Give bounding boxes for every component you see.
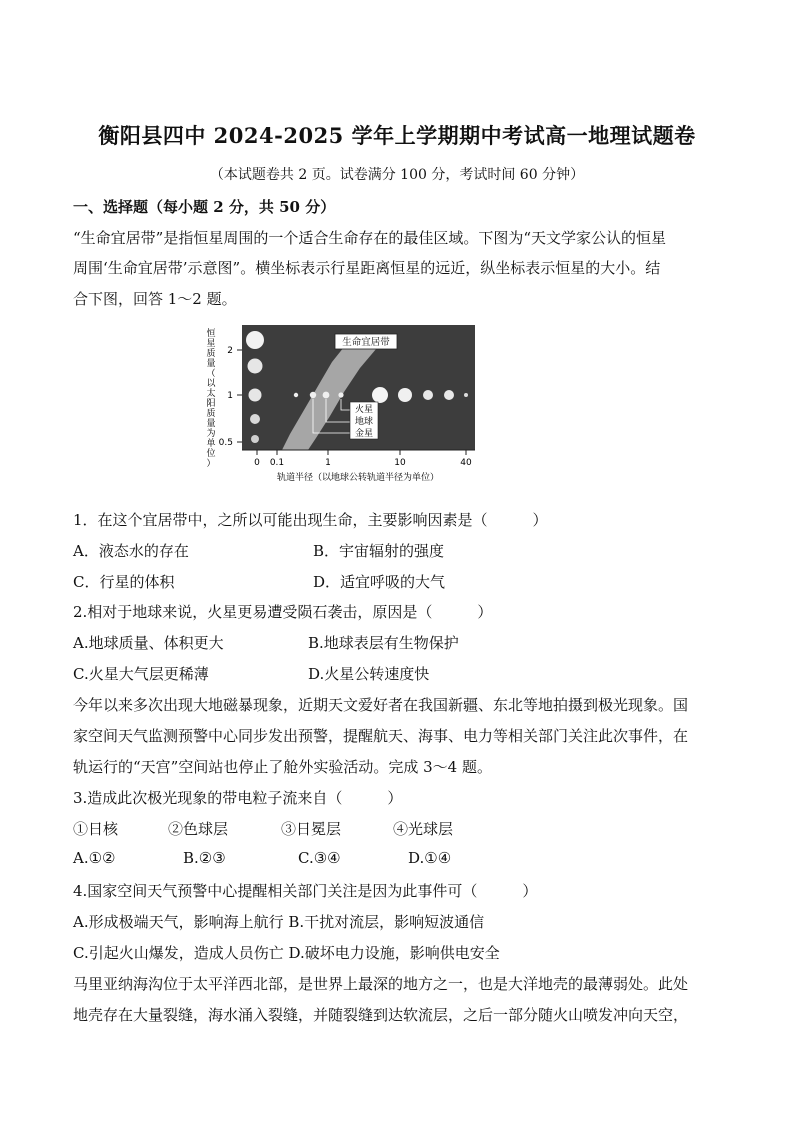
ylabel-char: 位 <box>206 449 216 459</box>
planet-saturn <box>398 388 412 402</box>
x-axis-label: 轨道半径（以地球公转轨道半径为单位） <box>276 473 440 483</box>
planet-label-venus: 金星 <box>354 429 374 439</box>
habitable-zone-diagram <box>200 322 490 492</box>
ylabel-char: 单 <box>206 439 216 449</box>
passage2-line2: 家空间天气监测预警中心同步发出预警，提醒航天、海事、电力等相关部门关注此次事件，在 <box>73 727 689 745</box>
y-tick-label: 1 <box>227 391 233 401</box>
planet-pluto <box>464 393 468 397</box>
x-tick-label: 10 <box>394 458 406 468</box>
ylabel-char: 星 <box>206 339 216 349</box>
ylabel-char: 量 <box>206 359 216 369</box>
planet-earth <box>323 392 330 399</box>
ylabel-char: 为 <box>206 429 216 439</box>
ylabel-char: 太 <box>206 389 216 399</box>
planet-label-mars: 火星 <box>354 405 374 415</box>
planet-label-earth: 地球 <box>354 417 374 427</box>
q3-option-a[interactable]: A.①② <box>73 849 116 867</box>
star-sun <box>249 389 262 402</box>
q3-item-3: ③日冕层 <box>281 820 342 838</box>
planet-mars <box>338 392 343 397</box>
x-tick-label: 40 <box>460 458 472 468</box>
passage1-line2: 周围‘生命宜居带’示意图”。横坐标表示行星距离恒星的远近，纵坐标表示恒星的大小。结 <box>73 259 661 277</box>
star-large <box>246 331 264 349</box>
q2-option-a[interactable]: A.地球质量、体积更大 <box>73 634 224 652</box>
q3-item-2: ②色球层 <box>168 820 229 838</box>
passage1-line1: “生命宜居带”是指恒星周围的一个适合生命存在的最佳区域。下图为“天文学家公认的恒星 <box>73 229 667 247</box>
star <box>250 414 260 424</box>
y-tick-label: 2 <box>227 346 233 356</box>
planet-jupiter <box>372 387 388 403</box>
y-axis-label <box>206 327 216 469</box>
q3-option-b[interactable]: B.②③ <box>183 849 226 867</box>
question-3-stem: 3.造成此次极光现象的带电粒子流来自（ ） <box>73 789 403 807</box>
planet-mercury <box>294 393 298 397</box>
ylabel-char: 恒 <box>206 329 216 339</box>
q3-option-c[interactable]: C.③④ <box>298 849 341 867</box>
q3-item-4: ④光球层 <box>393 820 454 838</box>
q1-option-d[interactable]: D．适宜呼吸的大气 <box>313 573 446 591</box>
planet-uranus <box>423 390 433 400</box>
passage2-line3: 轨运行的“天宫”空间站也停止了舱外实验活动。完成 3～4 题。 <box>73 758 492 776</box>
ylabel-char: 以 <box>206 379 216 389</box>
question-4-stem: 4.国家空间天气预警中心提醒相关部门关注是因为此事件可（ ） <box>73 882 538 900</box>
q4-options-ab[interactable]: A.形成极端天气，影响海上航行 B.干扰对流层，影响短波通信 <box>73 913 485 931</box>
question-2-stem: 2.相对于地球来说，火星更易遭受陨石袭击，原因是（ ） <box>73 603 493 621</box>
ylabel-char: （ <box>206 369 216 379</box>
ylabel-char: 质 <box>206 349 216 359</box>
q3-option-d[interactable]: D.①④ <box>408 849 452 867</box>
q4-options-cd[interactable]: C.引起火山爆发，造成人员伤亡 D.破坏电力设施，影响供电安全 <box>73 944 500 962</box>
x-tick-label: 0.1 <box>269 458 285 468</box>
exam-title: 衡阳县四中 2024-2025 学年上学期期中考试高一地理试题卷 <box>98 123 696 148</box>
q2-option-c[interactable]: C.火星大气层更稀薄 <box>73 665 209 683</box>
passage1-line3: 合下图，回答 1～2 题。 <box>73 290 237 308</box>
question-1-stem: 1．在这个宜居带中，之所以可能出现生命，主要影响因素是（ ） <box>73 511 548 529</box>
q1-option-c[interactable]: C．行星的体积 <box>73 573 175 591</box>
planet-venus <box>310 392 316 398</box>
passage2-line1: 今年以来多次出现大地磁暴现象，近期天文爱好者在我国新疆、东北等地拍摄到极光现象。国 <box>73 696 689 714</box>
q3-item-1: ①日核 <box>73 820 119 838</box>
ylabel-char: 质 <box>206 409 216 419</box>
ylabel-char: ） <box>206 459 216 469</box>
passage3-line2: 地壳存在大量裂缝，海水涌入裂缝，并随裂缝到达软流层，之后一部分随火山喷发冲向天空， <box>73 1006 689 1024</box>
x-tick-label: 0 <box>254 458 260 468</box>
q2-option-d[interactable]: D.火星公转速度快 <box>308 665 430 683</box>
passage3-line1: 马里亚纳海沟位于太平洋西北部，是世界上最深的地方之一，也是大洋地壳的最薄弱处。此处 <box>73 975 689 993</box>
x-tick-label: 1 <box>325 458 331 468</box>
habitable-zone-figure <box>200 322 490 492</box>
star-small <box>251 435 259 443</box>
q1-option-b[interactable]: B．宇宙辐射的强度 <box>313 542 445 560</box>
planet-neptune <box>444 390 454 400</box>
y-tick-label: 0.5 <box>218 438 233 448</box>
ylabel-char: 阳 <box>206 399 216 409</box>
section-heading: 一、选择题（每小题 2 分，共 50 分） <box>73 198 336 216</box>
q2-option-b[interactable]: B.地球表层有生物保护 <box>308 634 459 652</box>
ylabel-char: 量 <box>206 419 216 429</box>
zone-label: 生命宜居带 <box>342 337 390 348</box>
exam-subtitle: （本试题卷共 2 页。试卷满分 100 分，考试时间 60 分钟） <box>209 167 585 183</box>
q1-option-a[interactable]: A．液态水的存在 <box>73 542 189 560</box>
star <box>248 359 263 374</box>
